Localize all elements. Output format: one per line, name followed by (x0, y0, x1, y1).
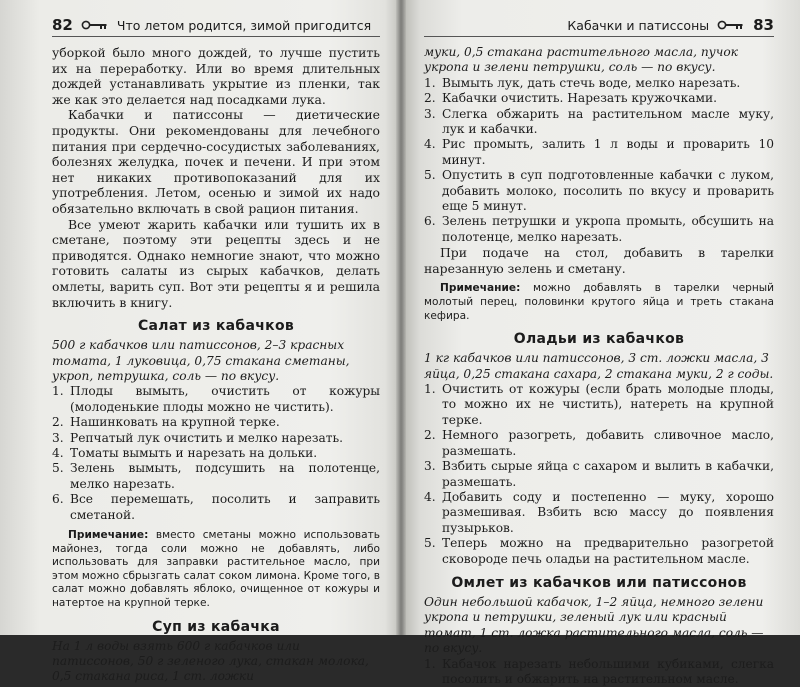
list-item: 2. Кабачки очистить. Нарезать кружочками. (424, 91, 717, 106)
right-running-title: Кабачки и патиссоны (567, 17, 710, 33)
list-item: 1. Вымыть лук, дать стечь воде, мелко нарезать. (424, 75, 741, 90)
recipe-steps (424, 657, 774, 687)
list-item: 5. Опустить в суп подготовленные кабачки с луком, добавить молоко, посолить по вкусу и проварить еще 5 минут. (424, 168, 774, 214)
recipe-steps (52, 384, 380, 523)
recipe-ingredients: На 1 л воды взять 600 г кабачков или патиссонов, 50 г зеленого лука, стакан молока, 0,5 стакана риса, 1 ст. ложки (52, 638, 369, 684)
recipe-note: Примечание: можно добавлять в тарелки черный молотый перец, половинки крутого яйца и треть стакана кефира. (424, 282, 774, 322)
recipe-ingredients: 500 г кабачков или патиссонов, 2–3 красных томата, 1 луковица, 0,75 стакана сметаны, укроп, петрушка, соль — по вкусу. (52, 338, 350, 383)
right-running-head (424, 14, 774, 37)
recipe-ingredients: муки, 0,5 стакана растительного масла, пучок укропа и зелени петрушки, соль — по вкусу. (424, 45, 738, 75)
recipe-steps (424, 382, 774, 567)
recipe-title: Салат из кабачков (137, 318, 295, 335)
left-page-number: 82 (52, 16, 73, 34)
left-running-title: Что летом родится, зимой пригодится (116, 17, 372, 33)
list-item: 6. Все перемешать, посолить и заправить сметаной. (52, 492, 380, 522)
recipe-title: Омлет из кабачков или патиссонов (451, 574, 747, 591)
recipe-note: Примечание: вместо сметаны можно использовать майонез, тогда соли можно не добавлять, либо использовать для заправки растительное масло, при этом можно сбрызгать салат соком лимона. Кроме того, в салат можно добавлять яблоко, очищенное от кожуры и натертое на крупной терке. (52, 528, 380, 609)
right-page-number: 83 (753, 16, 774, 34)
list-item: 4. Томаты вымыть и нарезать на дольки. (52, 445, 318, 460)
book-gutter (396, 0, 406, 635)
list-item: 3. Слегка обжарить на растительном масле муку, лук и кабачки. (424, 106, 774, 137)
left-running-head (52, 14, 380, 37)
paragraph: Кабачки и патиссоны — диетические продукты. Они рекомендованы для лечебного питания при сердечно-сосудистых заболеваниях, болезнях желудка, почек и печени. И при этом нет никаких противопоказаний для их употребления. Летом, осенью и зимой их надо обязательно включать в свой рацион питания. (52, 107, 380, 216)
list-item: 1. Кабачок нарезать небольшими кубиками, слегка посолить и обжарить на растительном масле. (424, 656, 774, 686)
recipe-title: Суп из кабачка (152, 618, 280, 635)
key-icon (717, 20, 745, 30)
list-item: 4. Добавить соду и постепенно — муку, хорошо размешивая. Взбить всю массу до появления пузырьков. (424, 489, 774, 535)
list-item: 3. Взбить сырые яйца с сахаром и вылить в кабачки, размешать. (424, 459, 774, 489)
right-page (402, 0, 800, 686)
list-item: 5. Зелень вымыть, подсушить на полотенце, мелко нарезать. (52, 461, 380, 491)
paragraph: уборкой было много дождей, то лучше пустить их на переработку. Или во время длительных дождей устанавливать укрытие из пленки, так же как это делается над посадками лука. (52, 45, 380, 107)
recipe-steps (424, 76, 774, 245)
list-item: 1. Плоды вымыть, очистить от кожуры (молоденькие плоды можно не чистить). (52, 384, 380, 414)
list-item: 6. Зелень петрушки и укропа промыть, обсушить на полотенце, мелко нарезать. (424, 214, 774, 244)
recipe-ingredients: 1 кг кабачков или патиссонов, 3 ст. ложки масла, 3 яйца, 0,25 стакана сахара, 2 стакана муки, 2 г соды. (424, 351, 774, 381)
paragraph: Все умеют жарить кабачки или тушить их в сметане, поэтому эти рецепты здесь и не приводятся. Однако немногие знают, что можно готовить салаты из сырых кабачков, делать омлеты, варить суп. Вот эти рецепты я и решила включить в книгу. (52, 216, 380, 310)
list-item: 3. Репчатый лук очистить и мелко нарезать. (52, 430, 343, 445)
key-icon (81, 20, 109, 30)
recipe-ingredients: Один небольшой кабачок, 1–2 яйца, немного зелени укропа и петрушки, зеленый лук или красный томат, 1 ст. ложка растительного масла, соль — по вкусу. (424, 594, 764, 656)
paragraph: При подаче на стол, добавить в тарелки нарезанную зелень и сметану. (424, 245, 774, 276)
list-item: 2. Немного разогреть, добавить сливочное масло, размешать. (424, 428, 774, 458)
list-item: 2. Нашинковать на крупной терке. (52, 415, 280, 430)
list-item: 1. Очистить от кожуры (если брать молодые плоды, то можно их не чистить), натереть на крупной терке. (424, 382, 774, 427)
recipe-title: Оладьи из кабачков (513, 331, 685, 348)
list-item: 4. Рис промыть, залить 1 л воды и проварить 10 минут. (424, 137, 774, 167)
list-item: 5. Теперь можно на предварительно разогретой сковороде печь оладьи на растительном масле. (424, 536, 774, 566)
